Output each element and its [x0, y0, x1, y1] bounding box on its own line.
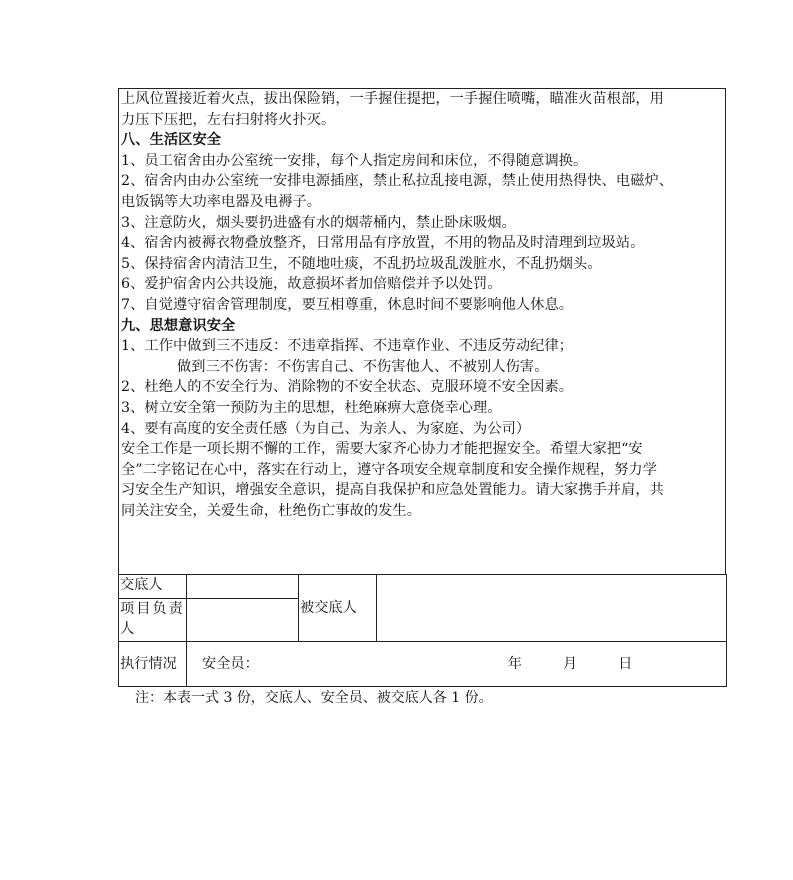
project-lead-label: 项目负责人	[119, 599, 187, 642]
text-line: 安全工作是一项长期不懈的工作，需要大家齐心协力才能把握安全。希望大家把“安	[121, 441, 643, 458]
document-page	[118, 88, 726, 687]
signature-table	[118, 574, 727, 687]
text-line: 上风位置接近着火点，拔出保险销，一手握住提把，一手握住喷嘴，瞄准火苗根部，用	[121, 91, 664, 107]
text-line: 力压下压把，左右扫射将火扑灭。	[121, 111, 336, 128]
text-line: 做到三不伤害：不伤害自己、不伤害他人、不被别人伤害。	[177, 358, 549, 375]
text-line: 4、宿舍内被褥衣物叠放整齐，日常用品有序放置，不用的物品及时清理到垃圾站。	[121, 235, 645, 252]
body-text	[119, 89, 725, 521]
project-lead-value	[187, 599, 299, 642]
text-line: 1、工作中做到三不违反：不违章指挥、不违章作业、不违反劳动纪律；	[121, 338, 574, 355]
section-heading: 八、生活区安全	[121, 132, 222, 149]
text-line: 习安全生产知识，增强安全意识，提高自我保护和应急处置能力。请大家携手并肩，共	[121, 482, 664, 499]
receiver-label: 被交底人	[299, 575, 377, 642]
month-label: 月	[562, 656, 578, 672]
text-line: 1、员工宿舍由办公室统一安排，每个人指定房间和床位，不得随意调换。	[121, 152, 588, 169]
text-line: 4、要有高度的安全责任感（为自己、为亲人、为家庭、为公司）	[121, 420, 531, 437]
text-line: 电饭锅等大功率电器及电褥子。	[121, 193, 322, 210]
section-heading: 九、思想意识安全	[121, 317, 236, 334]
text-line: 3、注意防火，烟头要扔进盛有水的烟蒂桶内，禁止卧床吸烟。	[121, 214, 516, 231]
text-line: 7、自觉遵守宿舍管理制度，要互相尊重，休息时间不要影响他人休息。	[121, 296, 574, 313]
content-box	[118, 88, 726, 574]
text-line: 5、保持宿舍内清洁卫生，不随地吐痰，不乱扔垃圾乱泼脏水，不乱扔烟头。	[121, 255, 602, 272]
text-line: 6、爱护宿舍内公共设施，故意损坏者加倍赔偿并予以处罚。	[121, 276, 502, 293]
handover-label: 交底人	[119, 575, 187, 599]
execution-label: 执行情况	[119, 642, 187, 687]
year-label: 年	[507, 656, 522, 672]
execution-value	[187, 642, 727, 687]
safety-officer-label: 安全员：	[202, 656, 259, 672]
receiver-value	[377, 575, 727, 642]
day-label: 日	[618, 656, 633, 672]
handover-value	[187, 575, 299, 599]
text-line: 2、宿舍内由办公室统一安排电源插座，禁止私拉乱接电源，禁止使用热得快、电磁炉、	[121, 173, 674, 190]
text-line: 全”二字铭记在心中，落实在行动上，遵守各项安全规章制度和安全操作规程，努力学	[121, 461, 657, 478]
text-line: 同关注安全，关爱生命，杜绝伤亡事故的发生。	[121, 502, 422, 519]
text-line: 3、树立安全第一预防为主的思想，杜绝麻痹大意侥幸心理。	[121, 399, 502, 416]
footnote: 注：本表一式 3 份，交底人、安全员、被交底人各 1 份。	[135, 690, 493, 706]
text-line: 2、杜绝人的不安全行为、消除物的不安全状态、克服环境不安全因素。	[121, 379, 574, 396]
